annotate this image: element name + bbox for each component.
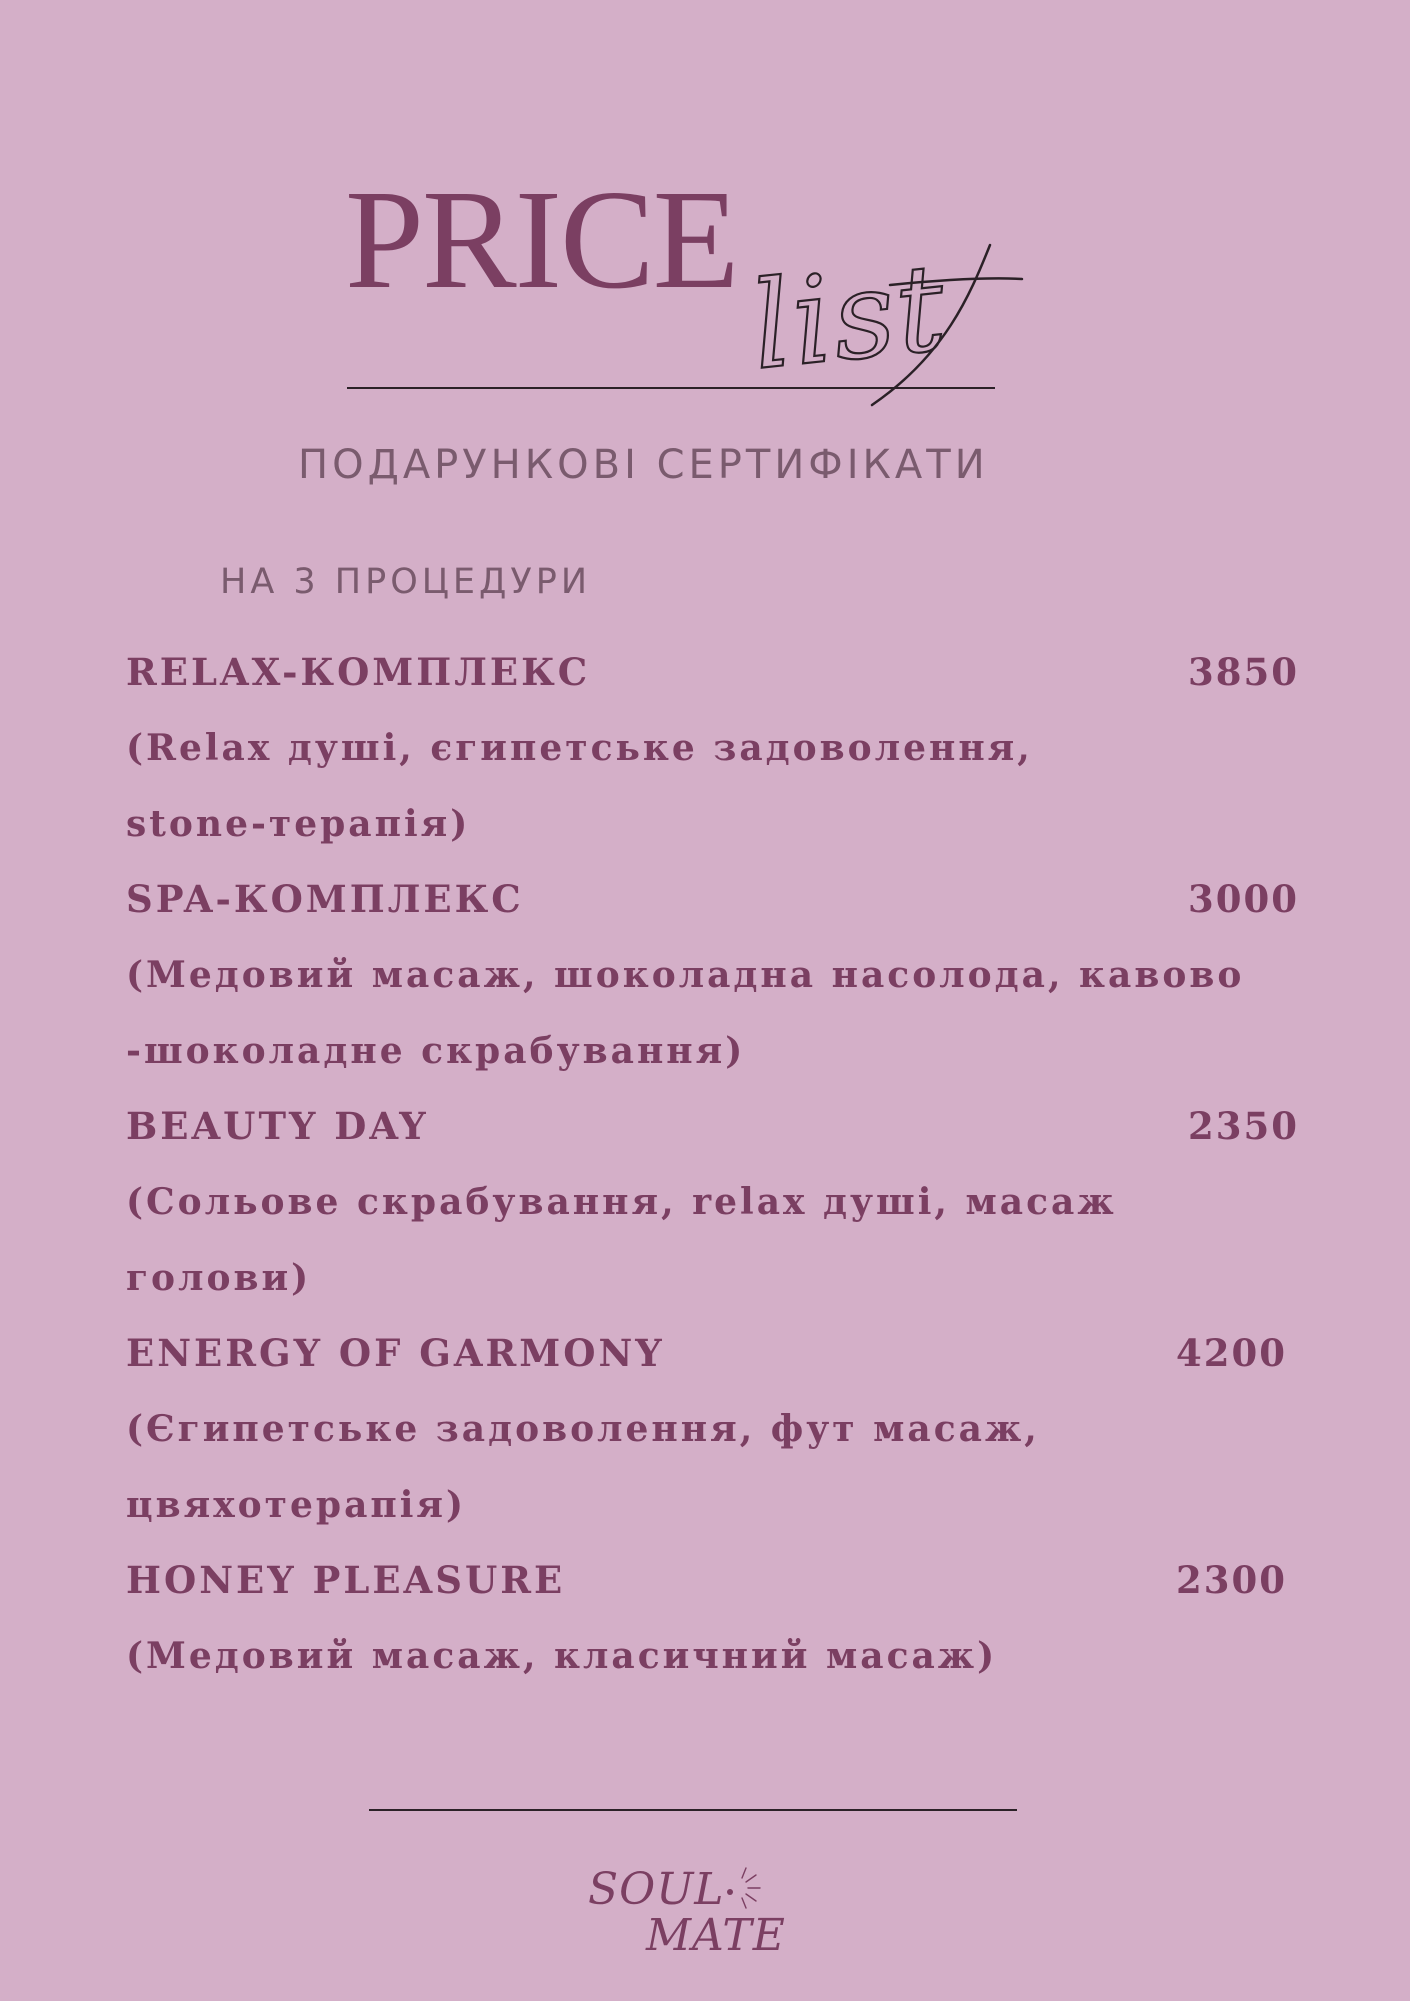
logo-soul: SOUL — [588, 1864, 725, 1915]
sun-icon — [742, 1868, 760, 1908]
title-price: PRICE — [345, 160, 738, 318]
item-name-relax: RELAX-КОМПЛЕКС — [126, 650, 591, 694]
soulmate-logo — [582, 1858, 802, 1958]
item-price-energy: 4200 — [1176, 1331, 1287, 1375]
subtitle: ПОДАРУНКОВІ СЕРТИФІКАТИ — [298, 442, 989, 488]
logo-mate: MATE — [646, 1910, 786, 1958]
item-desc-relax-2: stone-терапія) — [126, 803, 471, 845]
item-name-spa: SPA-КОМПЛЕКС — [126, 877, 524, 921]
title-script-list — [740, 215, 1030, 415]
item-desc-energy-1: (Єгипетське задоволення, фут масаж, — [126, 1408, 1040, 1450]
item-name-honey: HONEY PLEASURE — [126, 1558, 566, 1602]
item-desc-beauty-day-2: голови) — [126, 1257, 312, 1299]
item-price-honey: 2300 — [1176, 1558, 1287, 1602]
section-label: НА 3 ПРОЦЕДУРИ — [220, 562, 591, 602]
item-price-beauty-day: 2350 — [1188, 1104, 1299, 1148]
top-divider — [347, 387, 995, 389]
item-desc-honey-1: (Медовий масаж, класичний масаж) — [126, 1635, 998, 1677]
title-script-text: list — [745, 238, 954, 398]
logo-dot — [727, 1889, 733, 1895]
item-price-relax: 3850 — [1188, 650, 1299, 694]
item-desc-spa-1: (Медовий масаж, шоколадна насолода, кавово — [126, 954, 1245, 996]
item-desc-beauty-day-1: (Сольове скрабування, relax душі, масаж — [126, 1181, 1117, 1223]
item-desc-relax-1: (Relax душі, єгипетське задоволення, — [126, 727, 1033, 769]
item-name-beauty-day: BEAUTY DAY — [126, 1104, 429, 1148]
item-price-spa: 3000 — [1188, 877, 1299, 921]
item-desc-energy-2: цвяхотерапія) — [126, 1484, 467, 1526]
bottom-divider — [369, 1809, 1017, 1811]
item-desc-spa-2: -шоколадне скрабування) — [126, 1030, 746, 1072]
item-name-energy: ENERGY OF GARMONY — [126, 1331, 665, 1375]
